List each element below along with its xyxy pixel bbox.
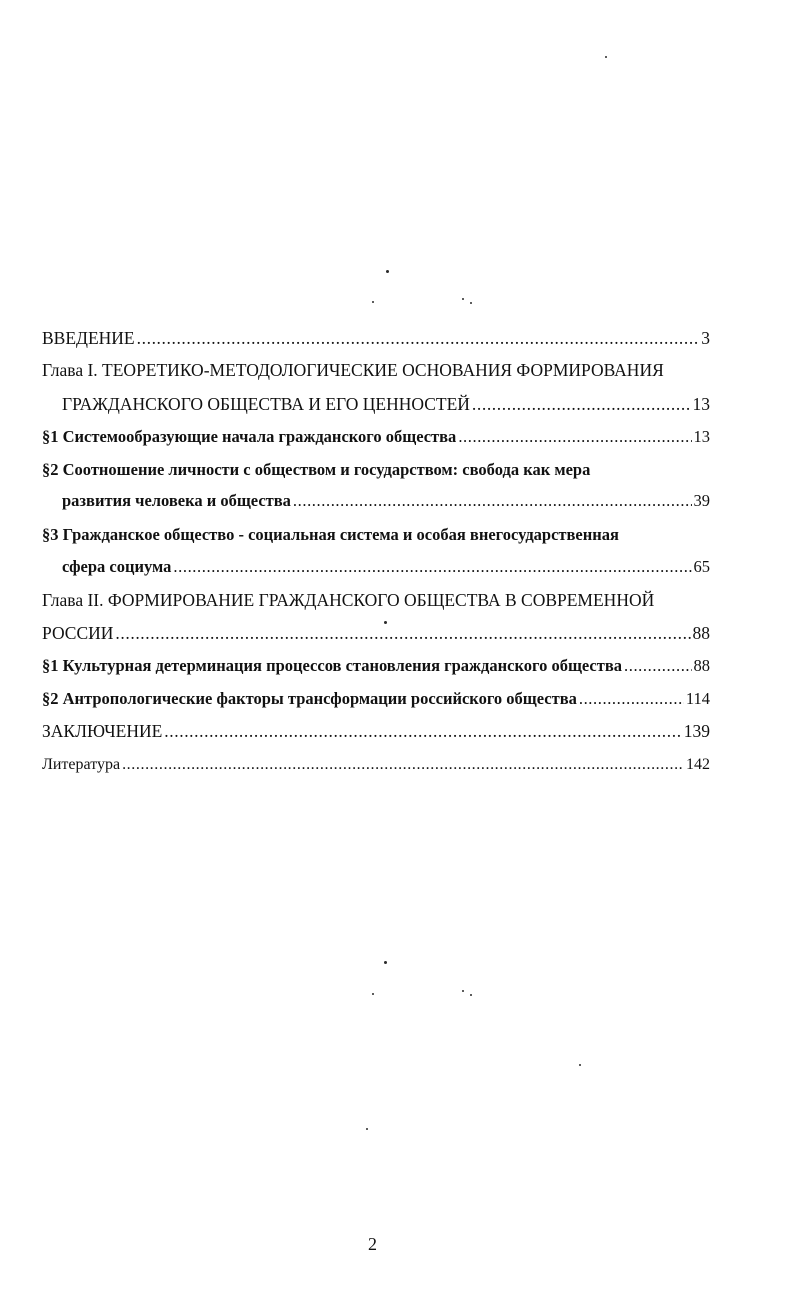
toc-entry-conclusion <box>42 720 710 742</box>
toc-leader-dots <box>115 622 690 644</box>
toc-entry-chapter-1 <box>42 359 710 381</box>
toc-entry-page: 139 <box>683 721 710 741</box>
toc-entry-page: 142 <box>686 756 710 773</box>
toc-leader-dots <box>472 393 691 415</box>
toc-entry-page: 114 <box>685 689 710 708</box>
toc-entry-ch2-section-1 <box>42 655 710 677</box>
toc-entry-title-line1: Глава II. ФОРМИРОВАНИЕ ГРАЖДАНСКОГО ОБЩЕСТВА В СОВРЕМЕННОЙ <box>42 590 655 610</box>
toc-entry-literature <box>42 754 710 776</box>
toc-leader-dots <box>458 426 691 448</box>
toc-entry-page: 3 <box>701 328 710 348</box>
toc-leader-dots <box>137 327 700 349</box>
scan-speck <box>386 270 389 273</box>
toc-entry-title: §1 Культурная детерминация процессов становления гражданского общества <box>42 656 622 675</box>
toc-entry-ch1-section-2 <box>42 459 710 481</box>
toc-entry-ch1-section-3-cont <box>62 556 710 578</box>
toc-entry-ch1-section-3 <box>42 524 710 546</box>
toc-leader-dots <box>293 490 692 512</box>
toc-leader-dots <box>173 556 691 578</box>
toc-entry-title-line2: ГРАЖДАНСКОГО ОБЩЕСТВА И ЕГО ЦЕННОСТЕЙ <box>62 394 470 414</box>
scan-speck <box>605 56 607 58</box>
toc-entry-page: 65 <box>693 557 710 576</box>
scan-speck <box>579 1064 581 1066</box>
toc-leader-dots <box>624 655 692 677</box>
toc-leader-dots <box>579 688 684 710</box>
toc-entry-ch1-section-2-cont <box>62 490 710 512</box>
toc-entry-ch1-section-1 <box>42 426 710 448</box>
toc-entry-chapter-2-cont <box>42 622 710 644</box>
toc-entry-title-line2: сфера социума <box>62 557 172 576</box>
scan-speck <box>470 994 472 996</box>
toc-entry-page: 88 <box>692 623 710 643</box>
scan-speck <box>372 301 374 303</box>
toc-entry-title: §2 Антропологические факторы трансформации российского общества <box>42 689 577 708</box>
toc-entry-title: ЗАКЛЮЧЕНИЕ <box>42 721 163 741</box>
toc-entry-title-line1: §3 Гражданское общество - социальная система и особая внегосударственная <box>42 525 619 544</box>
toc-entry-page: 13 <box>692 394 710 414</box>
scan-speck <box>470 302 472 304</box>
toc-entry-ch2-section-2 <box>42 688 710 710</box>
scan-speck <box>366 1128 368 1130</box>
toc-leader-dots <box>164 720 681 742</box>
scan-speck <box>372 993 374 995</box>
toc-entry-introduction <box>42 327 710 349</box>
toc-entry-title-line2: РОССИИ <box>42 623 114 643</box>
scan-speck <box>462 990 464 992</box>
toc-entry-page: 13 <box>693 427 710 446</box>
toc-entry-page: 39 <box>693 491 710 510</box>
scan-speck <box>462 298 464 300</box>
toc-leader-dots <box>122 754 684 776</box>
toc-entry-title-line2: развития человека и общества <box>62 491 291 510</box>
toc-entry-title-line1: §2 Соотношение личности с обществом и государством: свобода как мера <box>42 460 591 479</box>
toc-entry-title: Литература <box>42 756 121 773</box>
scan-speck <box>384 961 387 964</box>
toc-entry-title: §1 Системообразующие начала гражданского общества <box>42 427 457 446</box>
toc-entry-title: ВВЕДЕНИЕ <box>42 328 135 348</box>
toc-entry-page: 88 <box>693 656 710 675</box>
toc-entry-chapter-1-cont <box>62 393 710 415</box>
toc-entry-chapter-2 <box>42 589 710 611</box>
page-number: 2 <box>368 1234 377 1254</box>
toc-entry-title-line1: Глава I. ТЕОРЕТИКО-МЕТОДОЛОГИЧЕСКИЕ ОСНОВАНИЯ ФОРМИРОВАНИЯ <box>42 360 664 380</box>
